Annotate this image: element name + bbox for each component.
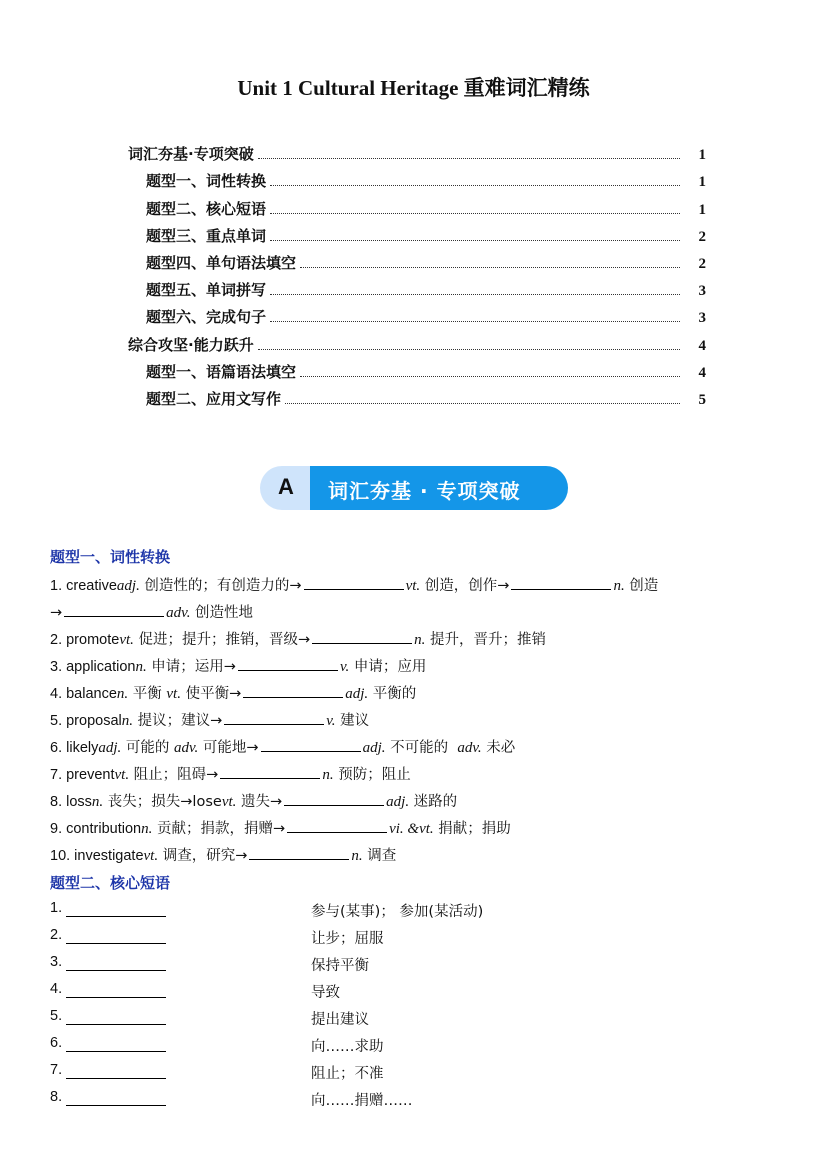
exercise-text: 10. investigate bbox=[50, 848, 144, 864]
banner-text: 词汇夯基 · 专项突破 bbox=[328, 479, 521, 503]
exercise-line bbox=[50, 845, 396, 865]
part-of-speech: adj. bbox=[345, 686, 369, 702]
toc-page: 3 bbox=[698, 283, 706, 300]
toc-label: 词汇夯基·专项突破 bbox=[128, 145, 254, 164]
exercise-text: → bbox=[50, 605, 63, 621]
part-of-speech: vt. bbox=[119, 632, 134, 648]
answer-blank[interactable] bbox=[312, 629, 412, 644]
exercise-text: 5. proposal bbox=[50, 713, 122, 729]
toc-dots bbox=[270, 213, 680, 214]
exercise-text: 平衡的 bbox=[368, 686, 417, 702]
toc-dots bbox=[285, 403, 680, 404]
answer-blank[interactable] bbox=[66, 900, 166, 917]
part-of-speech: adj. bbox=[98, 740, 122, 756]
toc-label: 题型六、完成句子 bbox=[146, 308, 267, 327]
phrase-meaning: 提出建议 bbox=[311, 1012, 369, 1028]
answer-blank[interactable] bbox=[243, 683, 343, 698]
part-of-speech: n. bbox=[414, 632, 426, 648]
exercise-text: 创造性的；有创造力的→ bbox=[139, 578, 302, 594]
table-of-contents bbox=[128, 137, 706, 409]
exercise-text: 迷路的 bbox=[409, 794, 458, 810]
phrase-meaning: 阻止；不准 bbox=[311, 1066, 384, 1082]
toc-label: 题型二、应用文写作 bbox=[146, 389, 282, 408]
toc-row[interactable] bbox=[128, 355, 706, 382]
part-of-speech: vt. bbox=[221, 794, 237, 810]
toc-label: 题型四、单句语法填空 bbox=[146, 253, 297, 272]
toc-dots bbox=[270, 294, 680, 295]
answer-blank[interactable] bbox=[287, 818, 387, 833]
toc-label: 题型二、核心短语 bbox=[146, 199, 267, 218]
answer-blank[interactable] bbox=[224, 710, 324, 725]
toc-page: 1 bbox=[698, 201, 706, 218]
exercise-line bbox=[50, 575, 658, 595]
exercise-text: 未必 bbox=[486, 740, 516, 756]
answer-blank[interactable] bbox=[511, 575, 611, 590]
exercise-text: 捐献；捐助 bbox=[433, 821, 511, 837]
exercise-text: 提议；建议→ bbox=[133, 713, 223, 729]
part-of-speech: n. bbox=[135, 659, 147, 675]
answer-blank[interactable] bbox=[284, 791, 384, 806]
section-heading: 题型一、词性转换 bbox=[50, 548, 171, 566]
exercise-text: 阻止；阻碍→ bbox=[129, 767, 219, 783]
exercise-line bbox=[50, 656, 426, 676]
exercise-text: 可能的 bbox=[121, 740, 170, 756]
exercise-text: 可能地→ bbox=[198, 740, 259, 756]
answer-blank[interactable] bbox=[66, 1035, 166, 1052]
exercise-text: 贡献；捐款，捐赠→ bbox=[152, 821, 286, 837]
part-of-speech: vi. &vt. bbox=[389, 821, 434, 837]
toc-row[interactable] bbox=[128, 327, 706, 354]
exercise-text: 7. prevent bbox=[50, 767, 115, 783]
toc-label: 题型一、词性转换 bbox=[146, 172, 267, 191]
part-of-speech: adv. bbox=[457, 740, 482, 756]
answer-blank[interactable] bbox=[261, 737, 361, 752]
phrase-meaning: 导致 bbox=[311, 985, 340, 1001]
exercise-text: 提升，晋升；推销 bbox=[425, 632, 547, 648]
exercise-text: 6. likely bbox=[50, 740, 99, 756]
exercise-text: 4. balance bbox=[50, 686, 117, 702]
phrase-number: 3. bbox=[50, 954, 63, 970]
phrase-number: 4. bbox=[50, 981, 63, 997]
part-of-speech: adv. bbox=[166, 605, 191, 621]
part-of-speech: adj. bbox=[116, 578, 140, 594]
toc-dots bbox=[258, 349, 680, 350]
exercise-text: 使平衡→ bbox=[180, 686, 242, 702]
toc-page: 2 bbox=[698, 255, 706, 272]
exercise-line bbox=[50, 791, 457, 811]
part-of-speech: n. bbox=[613, 578, 625, 594]
phrase-number: 2. bbox=[50, 927, 63, 943]
part-of-speech: adv. bbox=[174, 740, 199, 756]
part-of-speech: vt. bbox=[405, 578, 421, 594]
exercise-text: 调查，研究→ bbox=[158, 848, 248, 864]
toc-dots bbox=[258, 158, 680, 159]
phrase-meaning: 让步；屈服 bbox=[311, 931, 384, 947]
exercise-text: 建议 bbox=[335, 713, 370, 729]
banner-letter: A bbox=[278, 474, 294, 499]
toc-row[interactable] bbox=[128, 219, 706, 246]
exercise-text: 促进；提升；推销，晋级→ bbox=[133, 632, 311, 648]
phrase-number: 5. bbox=[50, 1008, 63, 1024]
toc-page: 3 bbox=[698, 310, 706, 327]
part-of-speech: vt. bbox=[166, 686, 181, 702]
phrase-number: 1. bbox=[50, 900, 63, 916]
part-of-speech: n. bbox=[322, 767, 334, 783]
toc-dots bbox=[270, 240, 680, 241]
exercise-text: 9. contribution bbox=[50, 821, 142, 837]
exercise-line bbox=[50, 818, 511, 838]
answer-blank[interactable] bbox=[66, 1089, 166, 1106]
phrase-number: 7. bbox=[50, 1062, 63, 1078]
part-of-speech: n. bbox=[141, 821, 153, 837]
exercise-text: 申请；应用 bbox=[349, 659, 427, 675]
phrase-meaning: 保持平衡 bbox=[311, 958, 369, 974]
exercise-text: 申请；运用→ bbox=[146, 659, 236, 675]
toc-row[interactable] bbox=[128, 137, 706, 164]
phrase-meaning: 向……求助 bbox=[311, 1039, 384, 1055]
toc-page: 4 bbox=[698, 364, 706, 381]
phrase-meaning: 向……捐赠…… bbox=[311, 1093, 413, 1109]
answer-blank[interactable] bbox=[304, 575, 404, 590]
section-banner bbox=[260, 466, 568, 510]
answer-blank[interactable] bbox=[66, 954, 166, 971]
toc-row[interactable] bbox=[128, 300, 706, 327]
phrase-meaning: 参与(某事)； 参加(某活动) bbox=[311, 904, 484, 920]
phrase-number: 8. bbox=[50, 1089, 63, 1105]
toc-label: 题型五、单词拼写 bbox=[146, 281, 267, 300]
exercise-text: 2. promote bbox=[50, 632, 120, 648]
part-of-speech: n. bbox=[351, 848, 363, 864]
toc-row[interactable] bbox=[128, 273, 706, 300]
part-of-speech: adj. bbox=[386, 794, 410, 810]
toc-page: 5 bbox=[698, 391, 706, 408]
exercise-line bbox=[50, 764, 411, 784]
exercise-text: 丧失；损失→lose bbox=[103, 794, 222, 810]
exercise-text: 1. creative bbox=[50, 578, 117, 594]
toc-row[interactable] bbox=[128, 246, 706, 273]
answer-blank[interactable] bbox=[249, 845, 349, 860]
part-of-speech: vt. bbox=[143, 848, 159, 864]
toc-dots bbox=[270, 321, 680, 322]
exercise-line bbox=[50, 683, 416, 703]
page-title: Unit 1 Cultural Heritage 重难词汇精练 bbox=[237, 76, 590, 100]
toc-row[interactable] bbox=[128, 164, 706, 191]
part-of-speech: adj. bbox=[362, 740, 386, 756]
toc-row[interactable] bbox=[128, 191, 706, 218]
toc-row[interactable] bbox=[128, 382, 706, 409]
exercise-text: 平衡 bbox=[128, 686, 162, 702]
toc-page: 1 bbox=[698, 147, 706, 164]
part-of-speech: v. bbox=[339, 659, 350, 675]
phrase-number: 6. bbox=[50, 1035, 63, 1051]
exercise-text: 调查 bbox=[362, 848, 397, 864]
exercise-line bbox=[50, 629, 546, 649]
exercise-text: 预防；阻止 bbox=[333, 767, 411, 783]
exercise-text: 3. application bbox=[50, 659, 136, 675]
part-of-speech: n. bbox=[91, 794, 104, 810]
banner-label-box bbox=[310, 466, 568, 510]
section-heading: 题型二、核心短语 bbox=[50, 874, 171, 892]
answer-blank[interactable] bbox=[66, 1062, 166, 1079]
answer-blank[interactable] bbox=[66, 1008, 166, 1025]
toc-label: 题型三、重点单词 bbox=[146, 226, 267, 245]
toc-label: 综合攻坚·能力跃升 bbox=[128, 335, 254, 354]
exercise-text: 不可能的 bbox=[385, 740, 449, 756]
toc-page: 2 bbox=[698, 228, 706, 245]
exercise-line bbox=[50, 710, 369, 730]
exercise-line bbox=[50, 602, 253, 622]
answer-blank[interactable] bbox=[238, 656, 338, 671]
toc-dots bbox=[300, 376, 680, 377]
part-of-speech: v. bbox=[326, 713, 336, 729]
answer-blank[interactable] bbox=[66, 981, 166, 998]
exercise-line bbox=[50, 737, 515, 757]
toc-label: 题型一、语篇语法填空 bbox=[146, 362, 297, 381]
toc-page: 1 bbox=[698, 174, 706, 191]
toc-dots bbox=[300, 267, 680, 268]
exercise-text: 创造性地 bbox=[190, 605, 254, 621]
part-of-speech: n. bbox=[121, 713, 133, 729]
answer-blank[interactable] bbox=[64, 602, 164, 617]
answer-blank[interactable] bbox=[220, 764, 320, 779]
answer-blank[interactable] bbox=[66, 927, 166, 944]
exercise-text: 创造 bbox=[624, 578, 659, 594]
exercise-text: 遗失→ bbox=[236, 794, 283, 810]
toc-dots bbox=[270, 185, 680, 186]
exercise-text: 8. loss bbox=[50, 794, 92, 810]
part-of-speech: vt. bbox=[114, 767, 130, 783]
part-of-speech: n. bbox=[116, 686, 129, 702]
exercise-text: 创造，创作→ bbox=[420, 578, 510, 594]
toc-page: 4 bbox=[698, 337, 706, 354]
